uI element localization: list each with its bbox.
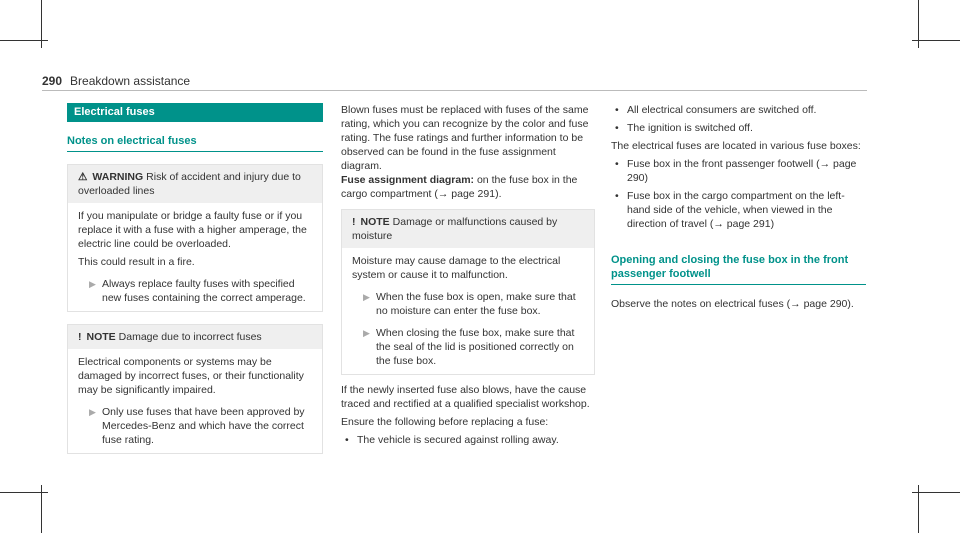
located-paragraph: The electrical fuses are located in various fuse boxes:	[611, 140, 861, 152]
moisture-note-box	[341, 209, 595, 375]
diagram-text[interactable]: on the fuse box in the cargo compartment (→ page 291).	[341, 174, 578, 200]
crop-mark	[912, 40, 960, 41]
section-bar: Electrical fuses	[67, 103, 323, 122]
observe-paragraph[interactable]: Observe the notes on electrical fuses (→ page 290).	[611, 298, 854, 310]
intro-paragraph: Blown fuses must be replaced with fuses of the same rating, which you can recognize by the color and fuse rating. The fuse ratings and further information to be observed can be found in the fuse assignment diagram.	[341, 104, 589, 172]
warning-title: Risk of accident and injury due to overloaded lines	[78, 171, 301, 197]
moisture-step-1	[352, 290, 586, 318]
step-arrow-icon: ▶	[89, 407, 96, 417]
step-arrow-icon: ▶	[363, 328, 370, 338]
list-item[interactable]: • Fuse box in the cargo compartment on the left-hand side of the vehicle, when viewed in the direction of travel (→ page 291)	[611, 189, 866, 231]
list-item: • All electrical consumers are switched off.	[611, 103, 866, 117]
header-rule	[42, 90, 867, 91]
warning-text-2: This could result in a fire.	[78, 256, 195, 268]
note-label: NOTE	[86, 331, 116, 343]
fuse-box-list	[611, 157, 866, 231]
diagram-paragraph	[341, 173, 595, 201]
moisture-note-header	[342, 210, 594, 248]
ensure-list	[341, 433, 595, 447]
list-item[interactable]: • Fuse box in the front passenger footwell (→ page 290)	[611, 157, 866, 185]
diagram-label: Fuse assignment diagram:	[341, 174, 475, 186]
note-title: Damage due to incorrect fuses	[118, 331, 262, 343]
warning-text: If you manipulate or bridge a faulty fuse or if you replace it with a fuse with a higher amperage, the electric line could be overloaded.	[78, 210, 307, 250]
column-left	[67, 103, 323, 454]
warning-header	[68, 165, 322, 203]
crop-mark	[0, 492, 48, 493]
moisture-step-2	[352, 326, 586, 368]
page-header	[42, 74, 190, 88]
notes-heading: Notes on electrical fuses	[67, 134, 323, 152]
note-text: Electrical components or systems may be damaged by incorrect fuses, or their functionality may be significantly impaired.	[78, 356, 304, 396]
note-step-text: Only use fuses that have been approved by Mercedes-Benz and which have the correct fuse rating.	[102, 406, 305, 446]
section-title: Breakdown assistance	[70, 74, 191, 88]
moisture-step-1-text: When the fuse box is open, make sure that no moisture can enter the fuse box.	[376, 291, 576, 317]
list-item: • The vehicle is secured against rolling away.	[341, 433, 595, 447]
note-header	[68, 325, 322, 349]
warning-label: WARNING	[92, 171, 144, 183]
note-body	[68, 349, 322, 453]
crop-mark	[912, 492, 960, 493]
note-box	[67, 324, 323, 454]
step-arrow-icon: ▶	[89, 279, 96, 289]
ensure-paragraph: Ensure the following before replacing a fuse:	[341, 416, 549, 428]
list-item: • The ignition is switched off.	[611, 121, 866, 135]
exclamation-icon: !	[352, 216, 356, 228]
moisture-note-title: Damage or malfunctions caused by moisture	[352, 216, 558, 242]
warning-body	[68, 203, 322, 311]
warning-step-text: Always replace faulty fuses with specified new fuses containing the correct amperage.	[102, 278, 306, 304]
step-arrow-icon: ▶	[363, 292, 370, 302]
exclamation-icon: !	[78, 331, 82, 343]
warning-triangle-icon: ⚠	[78, 171, 88, 183]
crop-mark	[0, 40, 48, 41]
moisture-step-2-text: When closing the fuse box, make sure that the seal of the lid is positioned correctly on the fuse box.	[376, 327, 575, 367]
footwell-heading: Opening and closing the fuse box in the front passenger footwell	[611, 253, 866, 285]
page-number: 290	[42, 74, 63, 88]
column-middle	[341, 103, 595, 447]
moisture-note-text: Moisture may cause damage to the electrical system or cause it to malfunction.	[352, 255, 561, 281]
note-step	[78, 405, 314, 447]
blow-paragraph: If the newly inserted fuse also blows, have the cause traced and rectified at a qualified specialist workshop.	[341, 384, 590, 410]
warning-box	[67, 164, 323, 312]
moisture-note-body	[342, 248, 594, 374]
precondition-list	[611, 103, 866, 135]
moisture-note-label: NOTE	[360, 216, 390, 228]
warning-step	[78, 277, 314, 305]
column-right	[611, 103, 866, 311]
